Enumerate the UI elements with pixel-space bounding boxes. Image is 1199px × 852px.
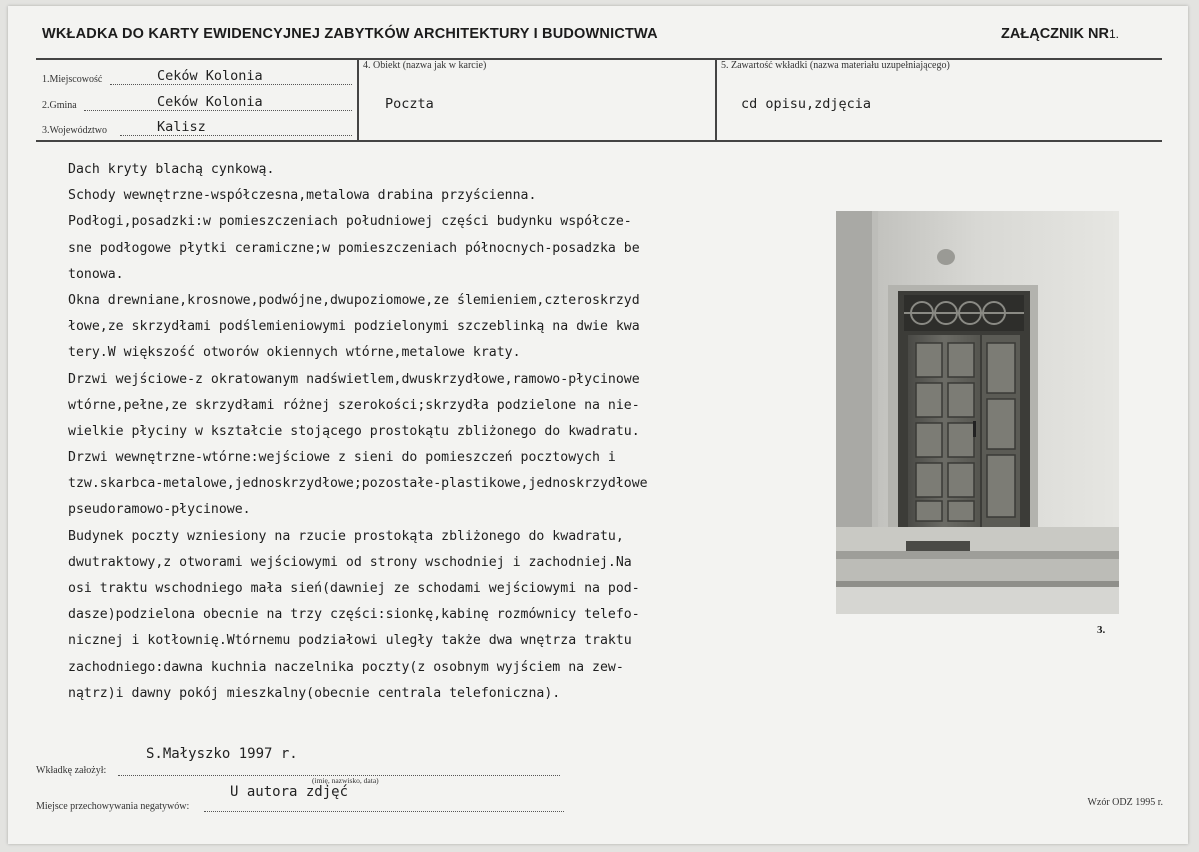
grid-top-line (36, 58, 1162, 60)
grid-divider-1 (357, 58, 359, 140)
author-label: Wkładkę założył: (36, 765, 107, 776)
annex-number: 1. (1108, 27, 1119, 41)
grid-divider-2 (715, 58, 717, 140)
description-line: łowe,ze skrzydłami podślemieniowymi podzielonymi szczeblinką na dwie kwa (68, 319, 640, 335)
description-line: Podłogi,posadzki:w pomieszczeniach południowej części budynku współcze- (68, 214, 632, 230)
form-code: Wzór ODZ 1995 r. (1087, 797, 1163, 808)
photo-number: 3. (1097, 624, 1106, 636)
form-title: WKŁADKA DO KARTY EWIDENCYJNEJ ZABYTKÓW ARCHITEKTURY I BUDOWNICTWA (42, 26, 658, 42)
description-text (68, 157, 828, 707)
content-label: 5. Zawartość wkładki (nazwa materiału uzupełniającego) (721, 60, 950, 71)
negatives-dots (204, 811, 564, 812)
author-signature: S.Małyszko 1997 r. (146, 746, 298, 762)
author-caption: (imię, nazwisko, data) (312, 776, 379, 785)
commune-label: 2.Gmina (42, 100, 77, 111)
annex-label-text: ZAŁĄCZNIK NR (1001, 26, 1109, 42)
object-value: Poczta (385, 96, 434, 112)
description-line: Schody wewnętrzne-współczesna,metalowa drabina przyścienna. (68, 188, 537, 204)
description-line: Drzwi wejściowe-z okratowanym nadświetlem,dwuskrzydłowe,ramowo-płycinowe (68, 371, 640, 387)
commune-value: Ceków Kolonia (157, 94, 263, 110)
voivodeship-value: Kalisz (157, 119, 206, 135)
voivodeship-label: 3.Województwo (42, 125, 108, 136)
locality-label: 1.Miejscowość (42, 74, 103, 85)
description-line: dwutraktowy,z otworami wejściowymi od strony wschodniej i zachodniej.Na (68, 554, 632, 570)
description-line: nicznej i kotłownię.Wtórnemu podziałowi uległy także dwa wnętrza traktu (68, 633, 632, 649)
description-line: Budynek poczty wzniesiony na rzucie prostokąta zbliżonego do kwadratu, (68, 528, 624, 544)
commune-dots (84, 110, 352, 111)
description-line: Okna drewniane,krosnowe,podwójne,dwupoziomowe,ze ślemieniem,czteroskrzyd (68, 292, 640, 308)
door-photo (836, 211, 1119, 614)
description-line: wielkie płyciny w kształcie stojącego prostokątu zbliżonego do kwadratu. (68, 423, 640, 439)
description-line: Drzwi wewnętrzne-wtórne:wejściowe z sieni do pomieszczeń pocztowych i (68, 450, 616, 466)
description-line: dasze)podzielona obecnie na trzy części:sionkę,kabinę rozmównicy telefo- (68, 607, 640, 623)
negatives-value: U autora zdjęć (230, 784, 349, 800)
grid-bottom-line (36, 140, 1162, 142)
annex-label (1001, 26, 1119, 42)
locality-value: Ceków Kolonia (157, 68, 263, 84)
door-photo-drawing (836, 211, 1119, 614)
description-line: pseudoramowo-płycinowe. (68, 502, 251, 518)
locality-dots (110, 84, 352, 85)
description-line: osi traktu wschodniego mała sień(dawniej ze schodami wejściowymi na pod- (68, 581, 640, 596)
description-line: tzw.skarbca-metalowe,jednoskrzydłowe;pozostałe-plastikowe,jednoskrzydłowe (68, 476, 648, 492)
description-line: zachodniego:dawna kuchnia naczelnika poczty(z osobnym wyjściem na zew- (68, 659, 624, 675)
negatives-label: Miejsce przechowywania negatywów: (36, 801, 190, 812)
description-line: Dach kryty blachą cynkową. (68, 162, 275, 177)
content-value: cd opisu,zdjęcia (741, 96, 872, 112)
voivodeship-dots (120, 135, 352, 136)
description-line: nątrz)i dawny pokój mieszkalny(obecnie centrala telefoniczna). (68, 685, 561, 701)
description-line: wtórne,pełne,ze skrzydłami różnej szerokości;skrzydła podzielone na nie- (68, 397, 640, 413)
description-line: tery.W większość otworów okiennych wtórne,metalowe kraty. (68, 345, 521, 361)
description-line: sne podłogowe płytki ceramiczne;w pomieszczeniach północnych-posadzka be (68, 240, 640, 256)
description-line: tonowa. (68, 266, 124, 282)
object-label: 4. Obiekt (nazwa jak w karcie) (363, 60, 487, 71)
